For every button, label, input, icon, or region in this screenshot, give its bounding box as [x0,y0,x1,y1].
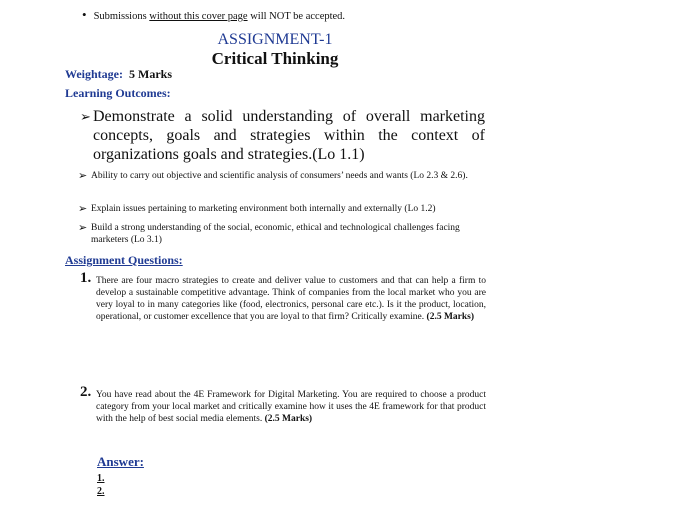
question-item [80,384,486,425]
outcome-text: Explain issues pertaining to marketing environment both internally and externally (Lo 1.2) [91,204,436,214]
question-item [80,270,486,323]
note-suffix: will NOT be accepted. [247,11,346,22]
arrow-bullet-icon: ➢ [78,203,88,215]
outcome-item [78,170,486,182]
submission-note [82,7,345,23]
answer-item: 2. [97,486,105,497]
note-prefix: Submissions [93,11,150,22]
question-marks: (2.5 Marks) [264,414,313,424]
outcome-item [80,107,485,164]
outcome-text: Demonstrate a solid understanding of overall marketing concepts, goals and strategies within the context of organizations goals and strategies.(Lo 1.1) [93,108,485,163]
answer-heading: Answer: [97,454,144,469]
arrow-bullet-icon: ➢ [78,222,88,234]
question-text: There are four macro strategies to create and deliver value to customers and that can help a firm to develop a sustainable competitive advantage. Think of companies from the local market who you are very loyal to in many categories like (food, electronics, personal care etc.). Is it the product, location, operational, or customer excellence that you are loyal to that firm? Critically examine. [96,276,486,322]
answer-item: 1. [97,473,105,484]
assignment-number: ASSIGNMENT-1 [217,31,333,48]
page-title: Critical Thinking [211,49,339,68]
question-number: 2. [80,384,92,400]
weightage [65,67,172,82]
outcome-item [78,222,486,246]
note-underlined: without this cover page [149,11,248,22]
assignment-questions-heading: Assignment Questions: [65,253,183,267]
bullet-dot-icon: • [82,7,87,22]
question-text: You have read about the 4E Framework for Digital Marketing. You are required to choose a product category from your local market and critically examine how it uses the 4E framework for that product with the help of best social media elements. [96,390,486,424]
arrow-bullet-icon: ➢ [80,109,91,124]
weightage-label: Weightage: [65,67,123,81]
outcome-text: Ability to carry out objective and scientific analysis of consumers’ needs and wants (Lo 2.3 & 2.6). [91,171,468,181]
question-number: 1. [80,270,92,286]
weightage-value: 5 Marks [129,67,172,81]
outcome-item [78,203,486,215]
question-marks: (2.5 Marks) [426,312,475,322]
arrow-bullet-icon: ➢ [78,170,88,182]
learning-outcomes-heading: Learning Outcomes: [65,86,171,100]
outcome-text: Build a strong understanding of the social, economic, ethical and technological challenges facing marketers (Lo 3.1) [91,223,460,245]
